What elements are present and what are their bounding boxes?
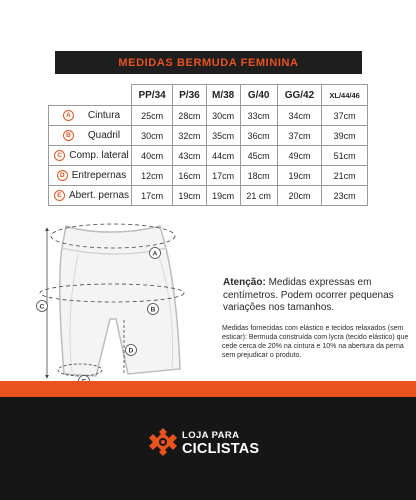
size-header: G/40 — [240, 85, 277, 106]
row-label-text: Quadril — [87, 130, 121, 142]
size-table — [48, 84, 368, 206]
table-cell: 21cm — [322, 166, 368, 186]
table-cell: 49cm — [277, 146, 321, 166]
attention-note — [223, 277, 403, 315]
fine-print: Medidas fornecidas com elástico e tecidos relaxados (sem esticar): Bermuda construída com lycra (tecido elástico) que cede cerca de 20% na cintura e 10% na abertura da perna sem prejudicar o produto. — [222, 325, 409, 359]
table-cell: 37cm — [322, 106, 368, 126]
table-row — [49, 186, 368, 206]
marker-letter-c: C — [39, 303, 45, 311]
table-cell: 44cm — [206, 146, 240, 166]
table-cell: 21 cm — [240, 186, 277, 206]
table-cell: 12cm — [132, 166, 173, 186]
footer — [0, 381, 416, 500]
row-label-text: Abert. pernas — [68, 190, 130, 202]
table-cell: 30cm — [206, 106, 240, 126]
letter-marker: B — [63, 130, 74, 141]
table-row — [49, 166, 368, 186]
footer-accent-stripe — [0, 381, 416, 397]
row-label — [49, 186, 132, 206]
table-cell: 16cm — [173, 166, 207, 186]
table-row — [49, 126, 368, 146]
row-label — [49, 126, 132, 146]
marker-letter-a: A — [152, 250, 158, 258]
table-cell: 28cm — [173, 106, 207, 126]
attention-text: Medidas expressas em centímetros. Podem ocorrer pequenas variações nos tamanhos. — [223, 277, 394, 313]
marker-letter-d: D — [128, 347, 134, 355]
table-cell: 19cm — [173, 186, 207, 206]
table-row — [49, 146, 368, 166]
table-cell: 32cm — [173, 126, 207, 146]
row-label — [49, 166, 132, 186]
table-cell: 36cm — [240, 126, 277, 146]
letter-marker: C — [54, 150, 65, 161]
table-cell: 23cm — [322, 186, 368, 206]
table-cell: 51cm — [322, 146, 368, 166]
table-cell: 34cm — [277, 106, 321, 126]
table-cell: 35cm — [206, 126, 240, 146]
table-cell: 20cm — [277, 186, 321, 206]
table-cell: 25cm — [132, 106, 173, 126]
store-logo — [148, 427, 278, 459]
table-corner — [49, 85, 132, 106]
page-title: MEDIDAS BERMUDA FEMININA — [118, 56, 299, 69]
size-header-row — [49, 85, 368, 106]
row-label-text: Entrepernas — [71, 170, 127, 182]
size-header: XL/44/46 — [322, 85, 368, 106]
table-cell: 18cm — [240, 166, 277, 186]
table-cell: 37cm — [277, 126, 321, 146]
letter-marker: E — [54, 190, 65, 201]
table-cell: 19cm — [277, 166, 321, 186]
letter-marker: D — [57, 170, 68, 181]
size-header: P/36 — [173, 85, 207, 106]
row-label-text: Cintura — [87, 110, 121, 122]
logo-text-top: LOJA PARA — [182, 430, 240, 441]
table-row — [49, 106, 368, 126]
table-cell: 19cm — [206, 186, 240, 206]
row-label-text: Comp. lateral — [69, 150, 129, 162]
marker-letter-b: B — [150, 306, 156, 314]
attention-label: Atenção: — [223, 277, 266, 288]
shorts-diagram — [0, 214, 230, 394]
table-cell: 39cm — [322, 126, 368, 146]
row-label — [49, 146, 132, 166]
title-bar — [55, 51, 362, 74]
table-cell: 43cm — [173, 146, 207, 166]
size-header: PP/34 — [132, 85, 173, 106]
table-cell: 17cm — [206, 166, 240, 186]
table-cell: 17cm — [132, 186, 173, 206]
table-cell: 30cm — [132, 126, 173, 146]
size-header: GG/42 — [277, 85, 321, 106]
letter-marker: A — [63, 110, 74, 121]
row-label — [49, 106, 132, 126]
table-cell: 40cm — [132, 146, 173, 166]
table-cell: 45cm — [240, 146, 277, 166]
table-cell: 33cm — [240, 106, 277, 126]
logo-text-bottom: CICLISTAS — [182, 441, 260, 457]
size-header: M/38 — [206, 85, 240, 106]
bicycle-chain-icon — [148, 427, 178, 457]
